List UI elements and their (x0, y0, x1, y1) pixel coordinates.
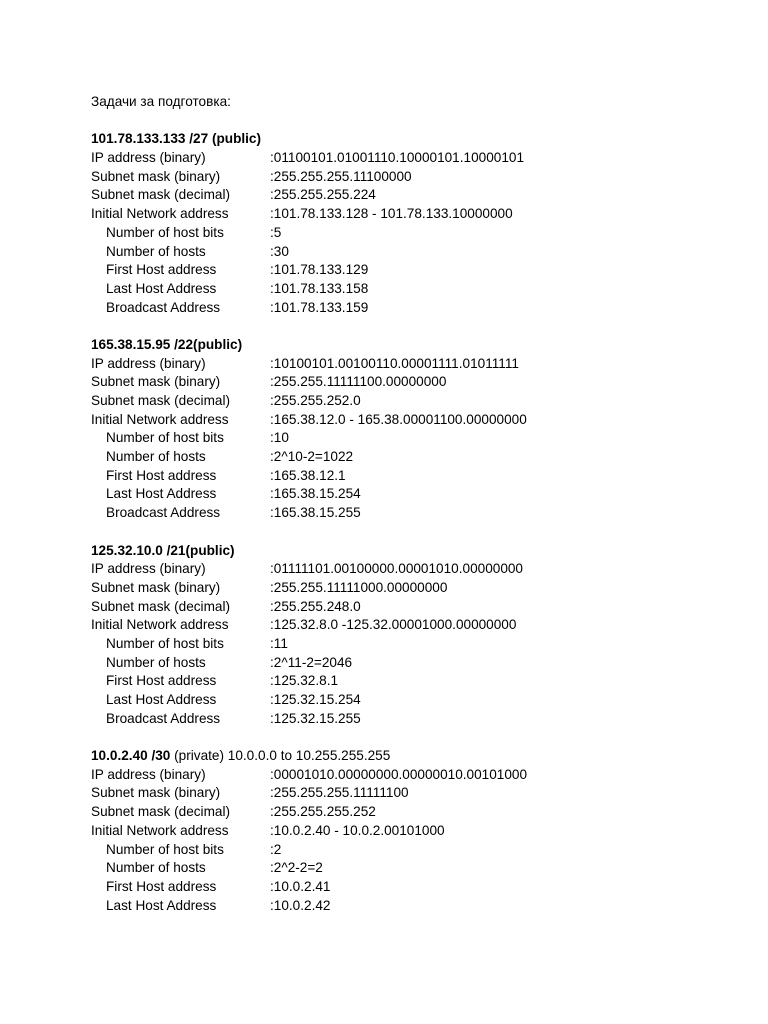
section-rows (91, 560, 731, 728)
field-row (91, 598, 731, 617)
field-value: :165.38.12.0 - 165.38.00001100.00000000 (270, 411, 527, 427)
field-label: Number of host bits (106, 224, 224, 240)
field-value: :01100101.01001110.10000101.10000101 (270, 150, 525, 166)
field-label: First Host address (106, 262, 217, 278)
field-label: Initial Network address (91, 411, 229, 427)
field-value: :30 (270, 243, 289, 259)
field-row (91, 654, 731, 673)
field-row (91, 392, 731, 411)
field-label: Last Host Address (106, 692, 217, 707)
field-label: Subnet mask (decimal) (91, 804, 231, 820)
field-row (91, 504, 731, 523)
section-heading (91, 130, 731, 149)
field-label: Number of hosts (106, 654, 206, 670)
field-row (91, 373, 731, 392)
field-row (91, 841, 731, 860)
field-label: Subnet mask (decimal) (91, 393, 231, 408)
field-value: :11 (270, 635, 288, 651)
field-label: Broadcast Address (106, 710, 221, 726)
field-value: :255.255.255.252 (270, 804, 376, 820)
field-value: :2 (270, 841, 282, 857)
field-row (91, 280, 731, 299)
field-row (91, 467, 731, 486)
field-row (91, 168, 731, 187)
section-heading (91, 747, 731, 766)
subnet-section (91, 336, 731, 523)
field-value: :255.255.252.0 (270, 393, 361, 408)
field-value: :101.78.133.129 (270, 262, 369, 278)
section-rows (91, 355, 731, 523)
subnet-section (91, 542, 731, 729)
field-row (91, 355, 731, 374)
field-value: :10 (270, 430, 289, 446)
field-label: Subnet mask (binary) (91, 785, 221, 801)
field-label: Number of host bits (106, 430, 224, 446)
field-row (91, 261, 731, 280)
field-value: :101.78.133.159 (270, 299, 369, 315)
field-label: Last Host Address (106, 897, 217, 913)
field-label: Subnet mask (decimal) (91, 598, 231, 614)
section-heading (91, 336, 731, 355)
field-label: Last Host Address (106, 280, 217, 296)
field-value: :125.32.15.255 (270, 710, 361, 726)
field-value: :255.255.248.0 (270, 598, 361, 614)
document-page (91, 93, 731, 934)
field-value: :01111101.00100000.00001010.00000000 (270, 561, 523, 577)
field-value: :255.255.255.11111100 (270, 785, 409, 801)
field-row (91, 822, 731, 841)
section-rows (91, 149, 731, 317)
field-value: :2^11-2=2046 (270, 654, 353, 670)
field-row (91, 205, 731, 224)
field-row (91, 224, 731, 243)
field-row (91, 579, 731, 598)
field-value: :101.78.133.158 (270, 280, 369, 296)
field-label: Number of hosts (106, 860, 206, 876)
field-row (91, 784, 731, 803)
field-row (91, 411, 731, 430)
field-row (91, 635, 731, 654)
field-row (91, 429, 731, 448)
field-label: Number of host bits (106, 841, 224, 857)
field-value: :101.78.133.128 - 101.78.133.10000000 (270, 206, 513, 222)
field-row (91, 859, 731, 878)
section-heading-address: 101.78.133.133 /27 (public) (91, 131, 262, 147)
field-value: :165.38.12.1 (270, 467, 346, 483)
field-value: :10.0.2.41 (270, 878, 331, 894)
field-row (91, 691, 731, 710)
field-label: Initial Network address (91, 206, 229, 222)
field-row (91, 186, 731, 205)
field-value: :255.255.255.11100000 (270, 168, 412, 184)
section-rows (91, 766, 731, 916)
field-row (91, 243, 731, 262)
field-label: Number of hosts (106, 449, 206, 465)
field-row (91, 560, 731, 579)
page-title: Задачи за подготовка: (91, 94, 231, 109)
field-row (91, 672, 731, 691)
field-value: :125.32.15.254 (270, 692, 361, 707)
subnet-section (91, 747, 731, 915)
field-label: IP address (binary) (91, 766, 206, 782)
field-label: Subnet mask (binary) (91, 579, 221, 595)
field-row (91, 710, 731, 729)
field-row (91, 803, 731, 822)
section-heading-note: (private) 10.0.0.0 to 10.255.255.255 (170, 748, 391, 764)
field-value: :10100101.00100110.00001111.01011111 (270, 355, 519, 371)
field-label: Number of host bits (106, 635, 224, 651)
field-label: IP address (binary) (91, 561, 206, 577)
field-value: :00001010.00000000.00000010.00101000 (270, 766, 528, 782)
field-value: :10.0.2.40 - 10.0.2.00101000 (270, 822, 445, 838)
field-label: First Host address (106, 673, 217, 689)
subnet-section (91, 130, 731, 317)
field-value: :255.255.11111000.00000000 (270, 579, 448, 595)
field-value: :5 (270, 224, 282, 240)
field-row (91, 485, 731, 504)
section-heading-address: 10.0.2.40 /30 (91, 748, 171, 764)
sections-container (91, 130, 731, 915)
field-label: Broadcast Address (106, 505, 221, 521)
field-row (91, 897, 731, 916)
field-value: :10.0.2.42 (270, 897, 331, 913)
field-row (91, 448, 731, 467)
section-heading-address: 125.32.10.0 /21(public) (91, 542, 235, 558)
section-heading-address: 165.38.15.95 /22(public) (91, 336, 243, 352)
field-value: :165.38.15.254 (270, 486, 361, 502)
field-row (91, 616, 731, 635)
field-row (91, 878, 731, 897)
field-row (91, 766, 731, 785)
field-value: :2^2-2=2 (270, 860, 323, 876)
field-label: Number of hosts (106, 243, 206, 259)
field-value: :255.255.11111100.00000000 (270, 374, 447, 390)
field-value: :2^10-2=1022 (270, 449, 354, 465)
field-row (91, 149, 731, 168)
field-label: First Host address (106, 467, 217, 483)
field-label: Broadcast Address (106, 299, 221, 315)
section-heading (91, 542, 731, 561)
field-label: Last Host Address (106, 486, 217, 502)
field-label: Subnet mask (binary) (91, 168, 221, 184)
field-value: :165.38.15.255 (270, 505, 361, 521)
field-label: Initial Network address (91, 822, 229, 838)
field-value: :125.32.8.0 -125.32.00001000.00000000 (270, 617, 517, 633)
field-label: IP address (binary) (91, 150, 206, 166)
field-label: Subnet mask (decimal) (91, 187, 231, 203)
field-label: Subnet mask (binary) (91, 374, 221, 390)
field-value: :125.32.8.1 (270, 673, 339, 689)
field-row (91, 299, 731, 318)
field-label: IP address (binary) (91, 355, 206, 371)
field-label: First Host address (106, 878, 217, 894)
field-label: Initial Network address (91, 617, 229, 633)
field-value: :255.255.255.224 (270, 187, 376, 203)
